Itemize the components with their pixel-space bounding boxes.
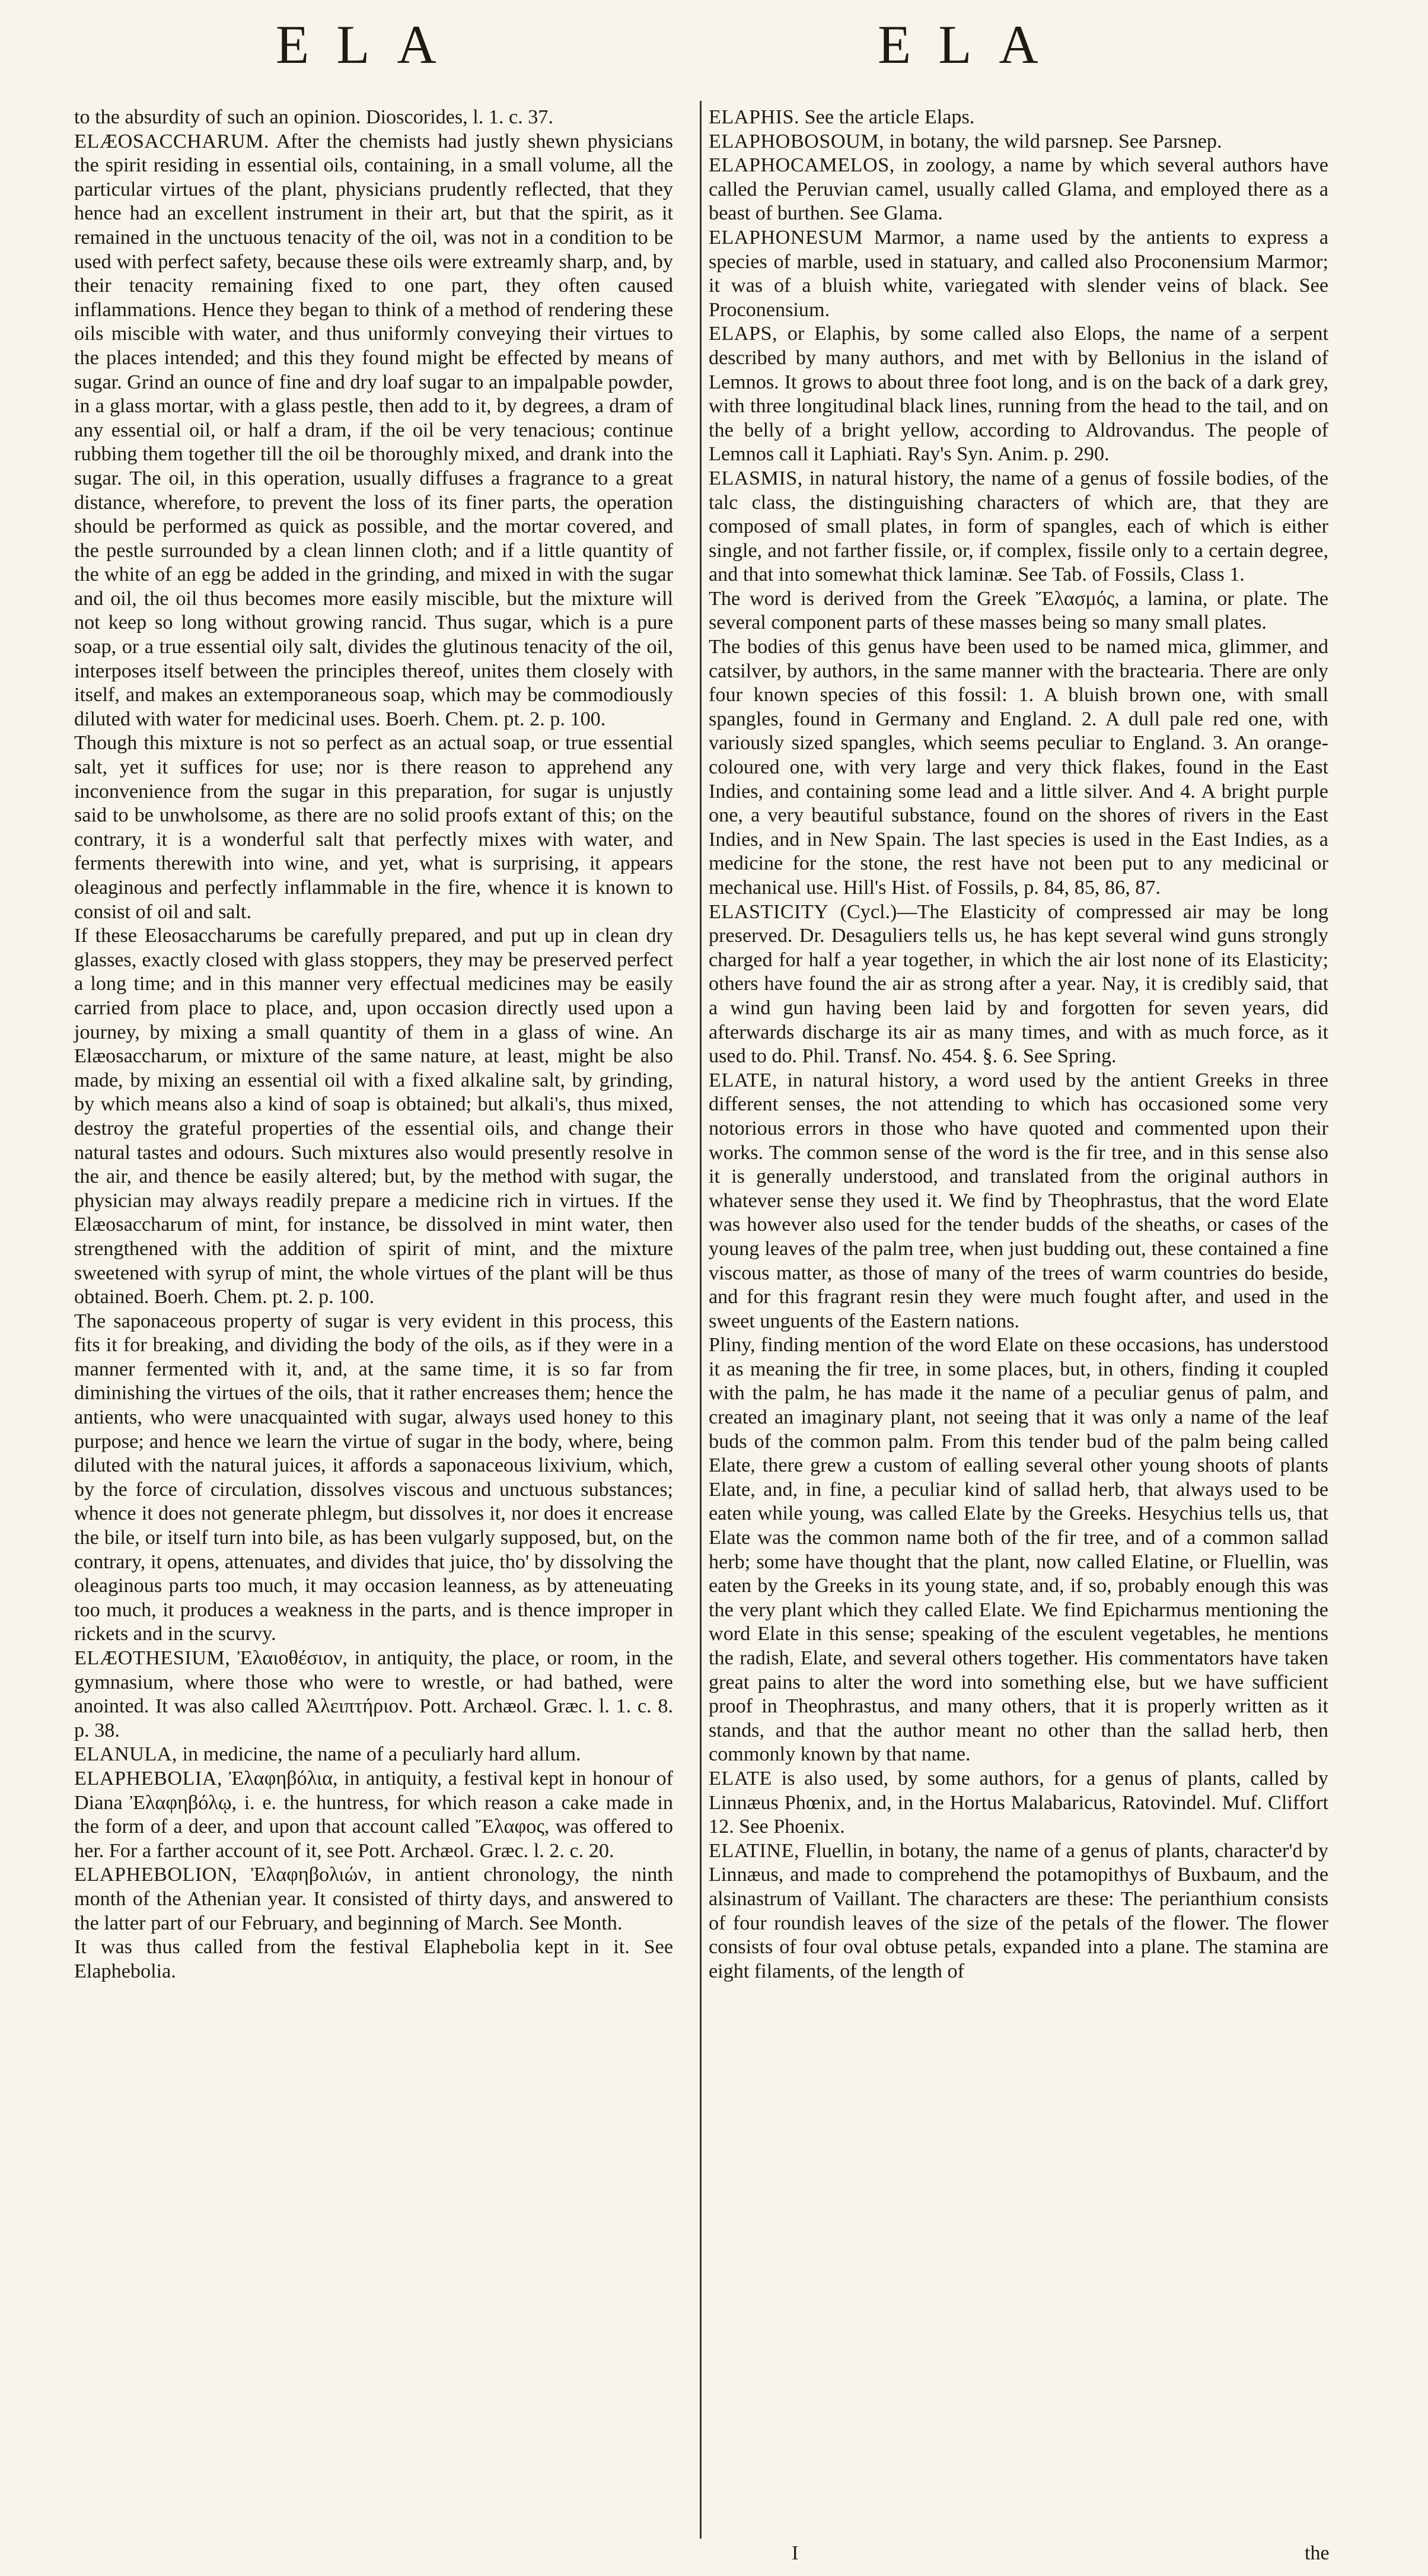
dictionary-entry (74, 106, 673, 130)
dictionary-entry (709, 1839, 1328, 1984)
dictionary-entry (709, 154, 1328, 226)
right-column (709, 106, 1328, 1983)
entry-text: in botany, the wild parsnep. See Parsnep. (884, 130, 1222, 152)
entry-text: Ἐλαιοθέσιον, in antiquity, the place, or room, in the gymnasium, where those who were to wrestle, or had bathed, were anointed. It was also called Ἀλειπτήριον. Pott. Archæol. Græc. l. 1. c. 8. p. 38. (74, 1647, 673, 1741)
entry-headword: ELAPHEBOLION, (74, 1864, 238, 1886)
dictionary-entry (709, 130, 1328, 154)
dictionary-entry (74, 1935, 673, 1983)
entry-headword: ELATINE, (709, 1839, 800, 1862)
entry-headword: ELANULA, (74, 1743, 177, 1766)
dictionary-entry (709, 900, 1328, 1069)
running-head-left: ELA (276, 14, 464, 75)
entry-text: If these Eleosaccharums be carefully prepared, and put up in clean dry glasses, exactly closed with glass stoppers, they may be preserved perfect a long time; and in this manner very effectual medicines may be easily carried from place to place, and, upon occasion directly used upon a journey, by mixing a small quantity of them in a glass of wine. An Elæosaccharum, or mixture of the same nature, at least, might be also made, by mixing an essential oil with a fixed alkaline salt, by grinding, by which means also a kind of soap is obtained; but alkali's, thus mixed, destroy the grateful properties of the essential oils, and change their natural tastes and odours. Such mixtures also would presently resolve in the air, and thence be easily altered; but, by the method with sugar, the physician may always readily prepare a medicine rich in virtues. If the Elæosaccharum of mint, for instance, be dissolved in mint water, then strengthened with the addition of spirit of mint, and the mixture sweetened with syrup of mint, the whole virtues of the plant will be thus obtained. Boerh. Chem. pt. 2. p. 100. (74, 925, 673, 1308)
entry-text: It was thus called from the festival Elaphebolia kept in it. See Elaphebolia. (74, 1936, 673, 1982)
dictionary-entry (74, 1767, 673, 1863)
running-head-right: ELA (878, 14, 1066, 75)
entry-headword: ELAPS, (709, 323, 778, 345)
dictionary-entry (74, 1647, 673, 1743)
entry-text: Pliny, finding mention of the word Elate on these occasions, has understood it as meaning the fir tree, in some places, but, in others, finding it coupled with the palm, he has made it the name of a peculiar genus of palm, and created an imaginary plant, not seeing that it was only a name of the leaf buds of the common palm. From this tender bud of the palm being called Elate, there grew a custom of ealling several other young shoots of plants Elate, and, in fine, a peculiar kind of sallad herb, that always used to be eaten while young, was called Elate by the Greeks. Hesychius tells us, that Elate was the common name both of the fir tree, and of a common sallad herb; some have thought that the plant, now called Elatine, or Fluellin, was eaten by the Greeks in its young state, and, if so, probably enough this was the very plant which they called Elate. We find Epicharmus mentioning the word Elate in this sense; speaking of the esculent vegetables, he mentions the radish, Elate, and several others together. His commentators have taken great pains to alter the word into something else, but we have sufficient proof in Theophrastus, and many others, that it is properly written as it stands, and that the author meant no other than the sallad herb, then commonly known by that name. (709, 1334, 1328, 1766)
dictionary-entry (74, 1863, 673, 1935)
dictionary-entry (74, 924, 673, 1310)
entry-text: The saponaceous property of sugar is very evident in this process, this fits it for breaking, and dividing the body of the oils, as if they were in a manner fermented with it, and, at the same time, it is so far from diminishing the virtues of the oils, that it rather encreases them; hence the antients, who were unacquainted with sugar, always used honey to this purpose; and hence we learn the virtue of sugar in the body, where, being diluted with the natural juices, it affords a saponaceous lixivium, which, by the force of circulation, dissolves viscous and unctuous substances; whence it does not generate phlegm, but dissolves it, nor does it encrease the bile, or itself turn into bile, as has been vulgarly supposed, but, on the contrary, it opens, attenuates, and divides that juice, tho' by dissolving the oleaginous parts too much, it may occasion leanness, as by atteneuating too much, it produces a weakness in the parts, and is thence improper in rickets and in the scurvy. (74, 1310, 673, 1645)
entry-text: The word is derived from the Greek Ἔλασμός, a lamina, or plate. The several component parts of these masses being so many small plates. (709, 587, 1328, 634)
dictionary-entry (709, 226, 1328, 322)
entry-text: Marmor, a name used by the antients to express a species of marble, used in statuary, and called also Proconensium Marmor; it was of a bluish white, variegated with slender veins of black. See Proconensium. (709, 226, 1328, 321)
entry-text: Though this mixture is not so perfect as an actual soap, or true essential salt, yet it suffices for use; nor is there reason to apprehend any inconvenience from the sugar in this preparation, for sugar is unjustly said to be unwholsome, as there are no solid proofs extant of this; on the contrary, it is a wonderful salt that perfectly mixes with water, and ferments therewith into wine, and yet, what is surprising, it appears oleaginous and perfectly inflammable in the fire, whence it is known to consist of oil and salt. (74, 732, 673, 923)
dictionary-entry (709, 322, 1328, 467)
entry-text: or Elaphis, by some called also Elops, the name of a serpent described by many authors, and met with by Bellonius in the island of Lemnos. It grows to about three foot long, and is on the back of a dark grey, with three longitudinal black lines, running from the head to the tail, and on the belly of a bright yellow, according to Aldrovandus. The people of Lemnos call it Laphiati. Ray's Syn. Anim. p. 290. (709, 323, 1328, 466)
entry-headword: ELÆOTHESIUM, (74, 1647, 231, 1669)
entry-headword: ELATE, (709, 1069, 777, 1091)
entry-text: After the chemists had justly shewn physicians the spirit residing in essential oils, containing, in a small volume, all the particular virtues of the plant, physicians prudently reflected, that they hence had an excellent instrument in their art, but that the spirit, as it remained in the unctuous tenacity of the oil, was not in a condition to be used with perfect safety, because these oils were extreamly sharp, and, by their tenacity remaining fixed to one part, they often caused inflammations. Hence they began to think of a method of rendering these oils miscible with water, and thus uniformly conveying their virtues to the places intended; and this they found might be effected by means of sugar. Grind an ounce of fine and dry loaf sugar to an impalpable powder, in a glass mortar, with a glass pestle, then add to it, by degrees, a dram of any essential oil, or half a dram, if the oil be very tenacious; continue rubbing them together till the oil be thoroughly mixed, and drank into the sugar. The oil, in this operation, usually diffuses a fragrance to a great distance, wherefore, to prevent the loss of its finer parts, the operation should be performed as quick as possible, and the mortar covered, and the pestle surrounded by a clean linnen cloth; and if a little quantity of the white of an egg be added in the grinding, and mixed in with the sugar and oil, the oil thus becomes more easily miscible, but the mixture will not keep so long without growing rancid. Thus sugar, which is a pure soap, or a true essential oily salt, divides the glutinous tenacity of the oil, interposes itself between the principles thereof, unites them closely with itself, and makes an extemporaneous soap, which may be commodiously diluted with water for medicinal uses. Boerh. Chem. pt. 2. p. 100. (74, 130, 673, 730)
entry-headword: ELATE (709, 1767, 772, 1789)
entry-text: to the absurdity of such an opinion. Dioscorides, l. 1. c. 37. (74, 106, 554, 128)
entry-text: See the article Elaps. (799, 106, 975, 128)
entry-text: Fluellin, in botany, the name of a genus of plants, character'd by Linnæus, and made to comprehend the potamopithys of Buxbaum, and the alsinastrum of Vaillant. The characters are these: The perianthium consists of four roundish leaves of the size of the petals of the flower. The flower consists of four oval obtuse petals, expanded into a plane. The stamina are eight filaments, of the length of (709, 1839, 1328, 1982)
entry-text: is also used, by some authors, for a genus of plants, called by Linnæus Phœnix, and, in the Hortus Malabaricus, Ratovindel. Muf. Cliffort 12. See Phoenix. (709, 1767, 1328, 1838)
dictionary-entry (74, 731, 673, 924)
entry-text: in natural history, a word used by the antient Greeks in three different senses, the not attending to which has occasioned some very notorious errors in those who have quoted and commented upon their works. The common sense of the word is the fir tree, and in this sense also it is generally understood, and translated from the original authors in whatever sense they used it. We find by Theophrastus, that the word Elate was however also used for the tender budds of the sheaths, or cases of the young leaves of the palm tree, when just budding out, these contained a fine viscous matter, as those of many of the trees of warm countries do beside, and for this fragrant resin they were much fought after, and used in the sweet unguents of the Eastern nations. (709, 1069, 1328, 1332)
catchword: the (1305, 2542, 1330, 2564)
dictionary-entry (74, 130, 673, 732)
dictionary-entry (709, 587, 1328, 635)
column-divider (700, 101, 702, 2539)
entry-headword: ELAPHIS. (709, 106, 800, 128)
dictionary-entry (709, 1333, 1328, 1767)
entry-text: in medicine, the name of a peculiarly hard allum. (177, 1743, 581, 1766)
entry-headword: ELAPHEBOLIA, (74, 1767, 223, 1789)
dictionary-entry (709, 106, 1328, 130)
entry-text: Ἐλαφηβολιών, in antient chronology, the ninth month of the Athenian year. It consisted of thirty days, and answered to the latter part of our February, and beginning of March. See Month. (74, 1864, 673, 1934)
entry-headword: ELASMIS, (709, 467, 803, 489)
dictionary-entry (709, 1767, 1328, 1839)
dictionary-entry (709, 635, 1328, 900)
entry-text: The bodies of this genus have been used to be named mica, glimmer, and catsilver, by authors, in the same manner with the bractearia. There are only four known species of this fossil: 1. A bluish brown one, with small spangles, found in Germany and England. 2. A dull pale red one, with variously sized spangles, which seems peculiar to England. 3. An orange-coloured one, with very large and very thick flakes, found in the East Indies, and containing some lead and a little silver. And 4. A bright purple one, a very beautiful substance, found on the shores of rivers in the East Indies, and in New Spain. The last species is used in the East Indies, as a medicine for the stone, the rest have not been put to any medicinal or mechanical use. Hill's Hist. of Fossils, p. 84, 85, 86, 87. (709, 636, 1328, 899)
entry-text: (Cycl.)—The Elasticity of compressed air may be long preserved. Dr. Desaguliers tells us, he has kept several wind guns strongly charged for half a year together, in which the air lost none of its Elasticity; others have found the air as strong after a year. Nay, it is credibly said, that a wind gun having been laid by and forgotten for seven years, did afterwards discharge its air as many times, and with as much force, as it used to do. Phil. Transf. No. 454. §. 6. See Spring. (709, 900, 1328, 1068)
entry-text: in zoology, a name by which several authors have called the Peruvian camel, usually called Glama, and employed there as a beast of burthen. See Glama. (709, 154, 1328, 225)
entry-headword: ELAPHONESUM (709, 226, 863, 249)
entry-text: Ἐλαφηβόλια, in antiquity, a festival kept in honour of Diana Ἐλαφηβόλῳ, i. e. the huntress, for which reason a cake made in the form of a deer, and upon that account called Ἔλαφος, was offered to her. For a farther account of it, see Pott. Archæol. Græc. l. 2. c. 20. (74, 1767, 673, 1862)
dictionary-entry (709, 1069, 1328, 1334)
left-column (74, 106, 673, 1983)
entry-headword: ELAPHOCAMELOS, (709, 154, 895, 177)
entry-headword: ELAPHOBOSOUM, (709, 130, 885, 152)
entry-headword: ELASTICITY (709, 900, 829, 923)
dictionary-entry (709, 467, 1328, 587)
dictionary-entry (74, 1310, 673, 1647)
entry-headword: ELÆOSACCHARUM. (74, 130, 269, 152)
dictionary-entry (74, 1743, 673, 1767)
signature-mark: I (792, 2542, 799, 2564)
entry-text: in natural history, the name of a genus of fossile bodies, of the talc class, the distinguishing characters of which are, that they are composed of small plates, in form of spangles, each of which is either single, and not farther fissile, or, if complex, fissile only to a certain degree, and that into somewhat thick laminæ. See Tab. of Fossils, Class 1. (709, 467, 1328, 586)
